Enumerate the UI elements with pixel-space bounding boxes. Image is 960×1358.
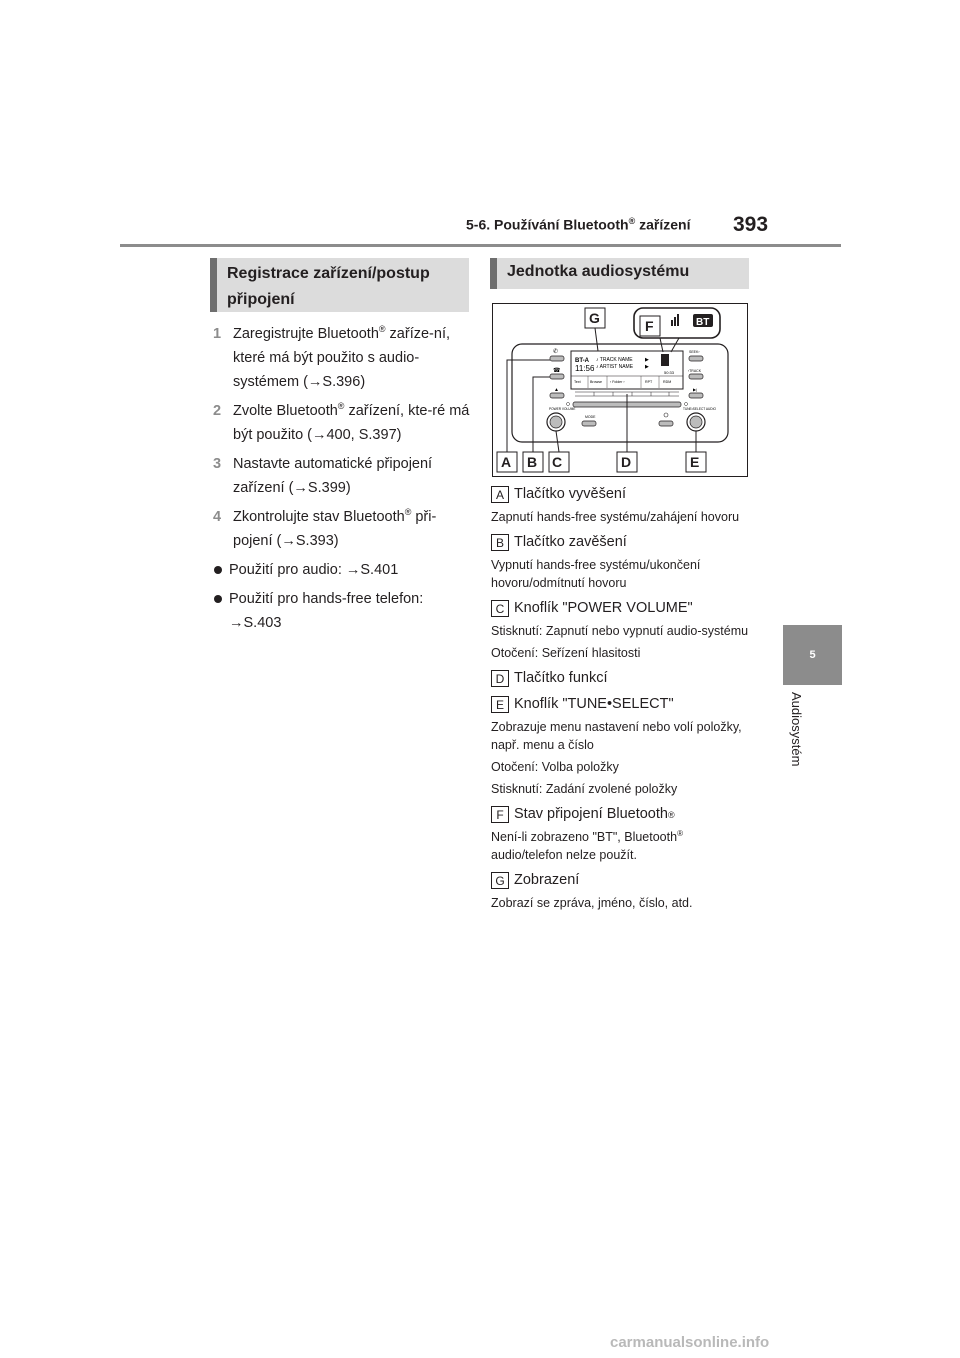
svg-text:▶|: ▶| xyxy=(693,387,698,392)
svg-text:✆: ✆ xyxy=(553,349,559,355)
signal-bars-icon xyxy=(671,320,673,326)
svg-text:POWER VOLUME: POWER VOLUME xyxy=(549,407,576,411)
bullet-item[interactable]: Použití pro audio: →S.401 xyxy=(213,558,475,582)
legend-item-c: C Knoflík "POWER VOLUME" Stisknutí: Zapnutí nebo vypnutí audio-systému Otočení: Seřízení hlasitosti xyxy=(491,600,749,660)
step-link[interactable]: zaříze-ní, které má být použito s audio-systémem (→S.396) xyxy=(233,326,450,390)
signal-icon xyxy=(661,354,669,366)
legend-letter: E xyxy=(491,696,509,713)
section-heading-registration: Registrace zařízení/postup připojení xyxy=(210,258,469,312)
legend-letter: D xyxy=(491,670,509,687)
audio-unit-illustration xyxy=(493,304,747,476)
svg-text:A: A xyxy=(501,454,512,470)
legend-letter: B xyxy=(491,534,509,551)
skip-button xyxy=(689,393,703,398)
step-link[interactable]: zařízení, kte-ré má být použito (→400, S.397) xyxy=(233,403,470,443)
step-item: 1 Zaregistrujte Bluetooth® zaříze-ní, které má být použito s audio-systémem (→S.396) xyxy=(213,324,450,390)
svg-text:G: G xyxy=(589,310,600,326)
step-link[interactable]: při-pojení (→S.393) xyxy=(233,509,437,549)
audio-unit-legend xyxy=(491,485,756,919)
audio-button xyxy=(659,421,673,426)
step-item: 3 Nastavte automatické připojení zařízení (→S.399) xyxy=(213,456,433,496)
watermark: carmanualsonline.info xyxy=(610,1334,770,1351)
legend-letter: G xyxy=(491,872,509,889)
legend-item-g: G Zobrazení Zobrazí se zpráva, jméno, číslo, atd. xyxy=(491,872,693,910)
svg-text:C: C xyxy=(552,454,563,470)
svg-text:Browse: Browse xyxy=(590,380,602,384)
legend-item-f: F Stav připojení Bluetooth ® Není-li zobrazeno "BT", Bluetooth® audio/telefon nelze použít. xyxy=(491,806,683,862)
step-item: 2 Zvolte Bluetooth® zařízení, kte-ré má být použito (→400, S.397) xyxy=(213,401,470,443)
svg-text:TUNE•SELECT AUDIO: TUNE•SELECT AUDIO xyxy=(683,407,716,411)
mode-button xyxy=(582,421,596,426)
svg-text:F: F xyxy=(645,318,654,334)
page-number: 393 xyxy=(733,213,769,236)
page-header xyxy=(0,0,960,250)
screen-track: ♪ TRACK NAME xyxy=(596,357,633,363)
svg-text:‹TRACK: ‹TRACK xyxy=(688,369,702,373)
legend-item-a: A Tlačítko vyvěšení Zapnutí hands-free systému/zahájení hovoru xyxy=(491,486,740,524)
svg-text:E: E xyxy=(690,454,700,470)
legend-item-d: D Tlačítko funkcí xyxy=(491,669,756,688)
step-link[interactable]: Nastavte automatické připojení zařízení (→S.399) xyxy=(233,456,433,496)
chapter-title: 5-6. Používání Bluetooth® zařízení xyxy=(466,216,691,233)
chapter-tab-label: Audiosystém xyxy=(789,692,804,767)
header-divider xyxy=(120,244,841,247)
screen-source: BT-A xyxy=(575,358,589,364)
on-hook-button xyxy=(550,374,564,379)
screen-elapsed: 50:33 xyxy=(664,370,675,375)
svg-text:▶: ▶ xyxy=(645,357,649,363)
svg-text:B: B xyxy=(527,454,538,470)
legend-letter: A xyxy=(491,486,509,503)
bullet-item[interactable]: Použití pro hands-free telefon: →S.403 xyxy=(213,587,475,635)
registration-steps xyxy=(213,322,475,640)
chapter-tab[interactable] xyxy=(783,625,842,685)
screen-time: 11:56 xyxy=(575,364,595,373)
svg-text:D: D xyxy=(621,454,632,470)
svg-text:MODE: MODE xyxy=(585,415,596,419)
eject-button xyxy=(550,393,564,398)
svg-text:SEEK›: SEEK› xyxy=(689,350,700,354)
seek-button xyxy=(689,356,703,361)
svg-text:☎: ☎ xyxy=(553,368,561,374)
svg-text:‹ Folder ›: ‹ Folder › xyxy=(610,380,625,384)
svg-text:Text: Text xyxy=(574,380,581,384)
off-hook-button xyxy=(550,356,564,361)
svg-text:RPT: RPT xyxy=(645,380,653,384)
audio-unit-diagram xyxy=(492,303,748,477)
svg-text:RDM: RDM xyxy=(663,380,672,384)
legend-item-b: B Tlačítko zavěšení Vypnutí hands-free systému/ukončení hovoru/odmítnutí hovoru xyxy=(491,534,701,590)
chapter-tab-number: 5 xyxy=(809,649,816,661)
svg-text:▲: ▲ xyxy=(554,387,559,393)
legend-letter: F xyxy=(491,806,509,823)
step-item: 4 Zkontrolujte stav Bluetooth® při-pojení (→S.393) xyxy=(213,507,437,549)
track-button xyxy=(689,374,703,379)
legend-letter: C xyxy=(491,600,509,617)
screen-artist: ♪ ARTIST NAME xyxy=(596,364,634,370)
svg-text:BT: BT xyxy=(696,317,710,328)
section-heading-audio-unit: Jednotka audiosystému xyxy=(490,258,749,289)
svg-text:▶: ▶ xyxy=(645,364,649,370)
legend-item-e: E Knoflík "TUNE•SELECT" Zobrazuje menu nastavení nebo volí položky, např. menu a číslo Otočení: Volba položky Stisknutí: Zadání zvolené položky xyxy=(491,696,742,796)
